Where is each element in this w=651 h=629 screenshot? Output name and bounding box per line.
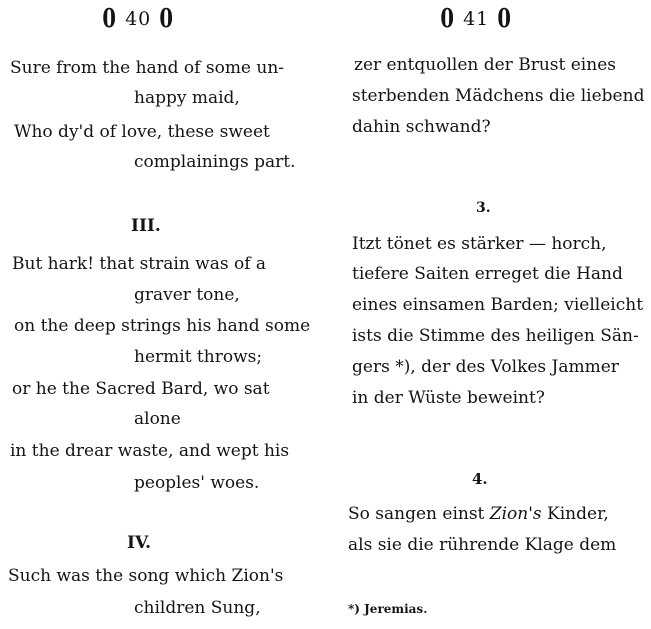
text-line: als sie die rührende Klage dem bbox=[348, 535, 617, 555]
text-line: on the deep strings his hand some bbox=[14, 316, 311, 336]
text-line: graver tone, bbox=[134, 285, 240, 305]
text-line: Sure from the hand of some un- bbox=[10, 58, 285, 78]
section-heading: III. bbox=[131, 216, 161, 236]
text-line: ists die Stimme des heiligen Sän- bbox=[352, 326, 639, 346]
text-line: eines einsamen Barden; vielleicht bbox=[352, 295, 644, 315]
text-line: Such was the song which Zion's bbox=[8, 566, 284, 586]
ornament-glyph: 0 bbox=[159, 4, 174, 34]
text-line: zer entquollen der Brust eines bbox=[354, 55, 616, 75]
ornament-glyph: 0 bbox=[497, 4, 512, 34]
footnote: *) Jeremias. bbox=[348, 602, 428, 616]
section-heading: IV. bbox=[127, 533, 152, 553]
text-line: complainings part. bbox=[134, 152, 296, 172]
ornament-glyph: 0 bbox=[440, 4, 455, 34]
section-heading: 4. bbox=[472, 470, 488, 488]
italic-name: Zion's bbox=[489, 504, 542, 524]
text-line: in der Wüste beweint? bbox=[352, 388, 545, 408]
right-page bbox=[330, 0, 651, 629]
left-page bbox=[0, 0, 318, 629]
ornament-glyph: 0 bbox=[102, 4, 117, 34]
text-line: children Sung, bbox=[134, 598, 261, 618]
text-segment: Kinder, bbox=[547, 504, 609, 524]
text-line: hermit throws; bbox=[134, 347, 263, 367]
text-line: happy maid, bbox=[134, 88, 240, 108]
section-heading: 3. bbox=[476, 200, 491, 216]
page-number-value: 40 bbox=[125, 8, 152, 30]
page-number-value: 41 bbox=[463, 8, 490, 30]
text-line: in the drear waste, and wept his bbox=[10, 441, 290, 461]
text-line: alone bbox=[134, 409, 181, 429]
text-line bbox=[348, 506, 609, 523]
text-line: Itzt tönet es stärker — horch, bbox=[352, 234, 607, 254]
text-line: Who dy'd of love, these sweet bbox=[14, 122, 270, 142]
text-line: But hark! that strain was of a bbox=[12, 254, 267, 274]
page-number-right bbox=[438, 4, 514, 34]
text-segment: So sangen einst bbox=[348, 504, 485, 524]
text-line: gers *), der des Volkes Jammer bbox=[352, 357, 619, 377]
text-line: dahin schwand? bbox=[352, 117, 491, 137]
text-line: peoples' woes. bbox=[134, 473, 260, 493]
text-line: or he the Sacred Bard, wo sat bbox=[12, 379, 270, 399]
text-line: tiefere Saiten erreget die Hand bbox=[352, 264, 623, 284]
text-line: sterbenden Mädchens die liebend bbox=[352, 86, 645, 106]
page-number-left bbox=[100, 4, 176, 34]
